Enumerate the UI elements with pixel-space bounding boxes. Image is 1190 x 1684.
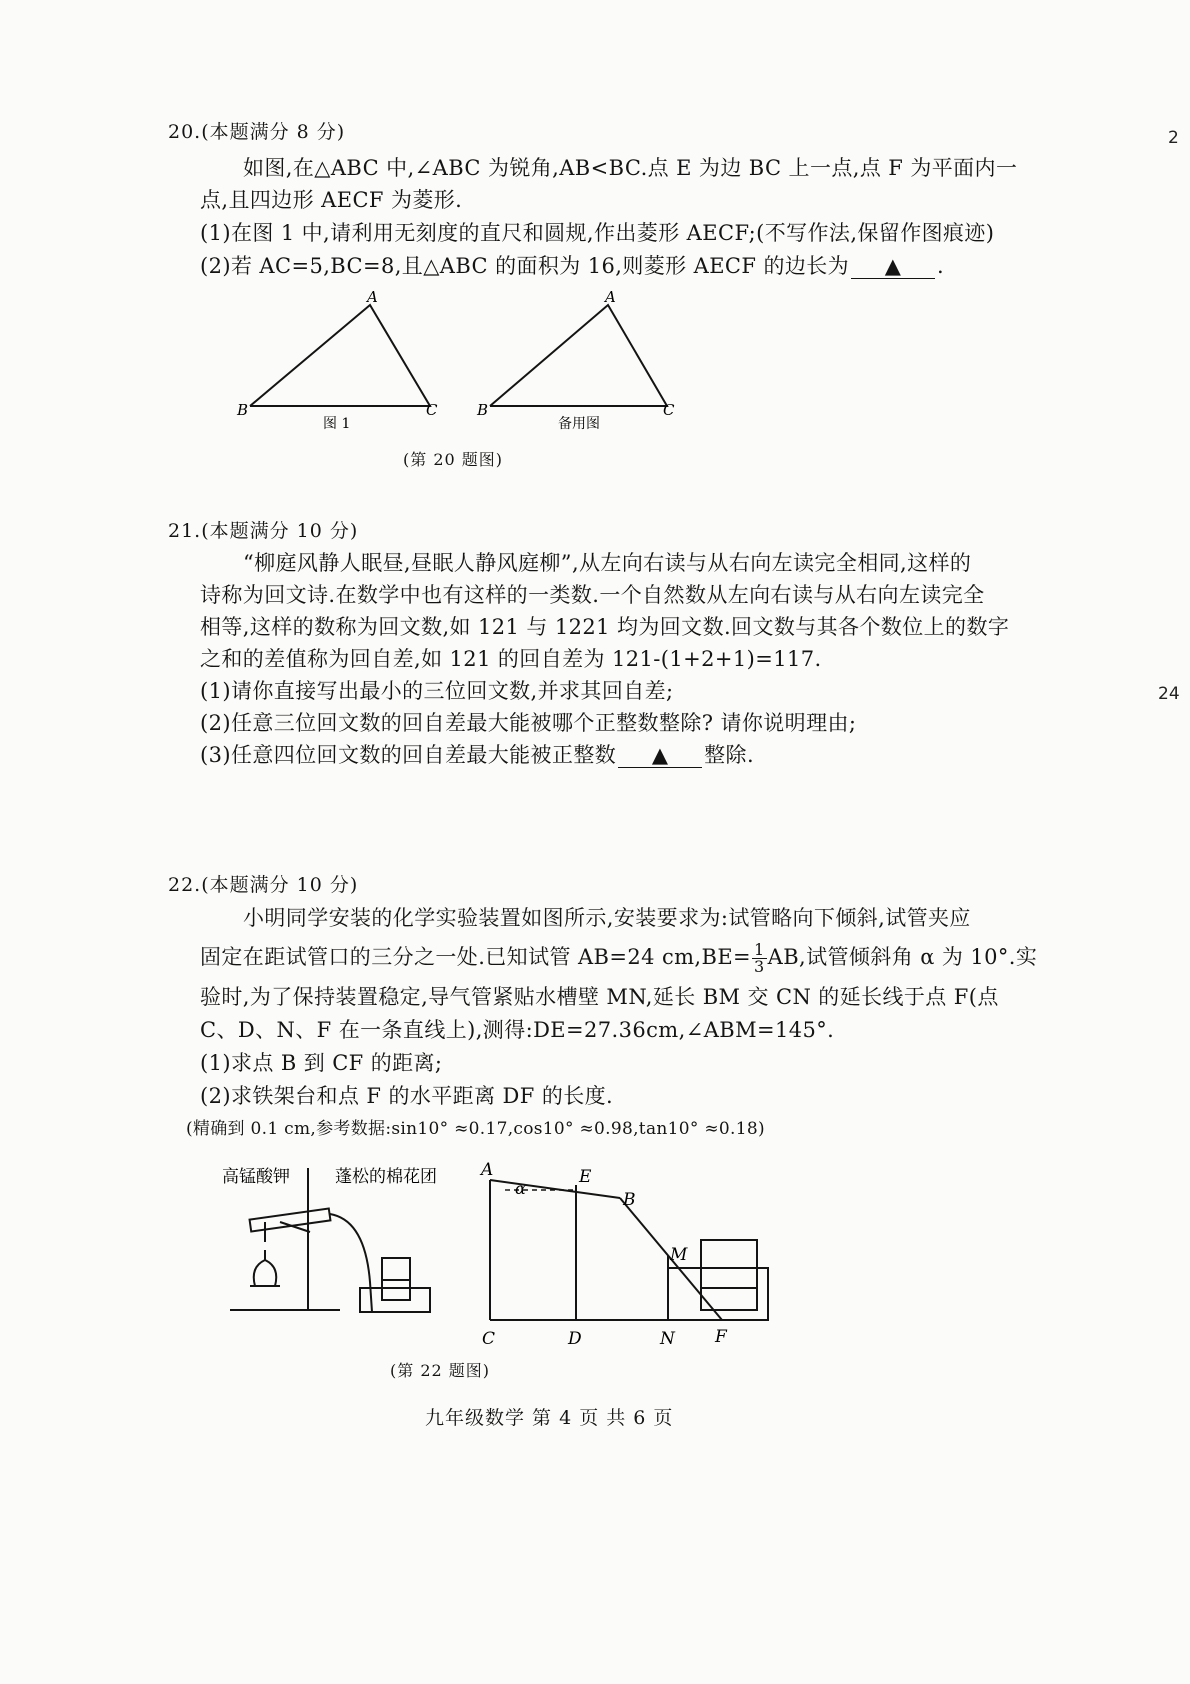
- segment-ab: [490, 1180, 620, 1198]
- q20-figure-caption: (第 20 题图): [403, 450, 504, 469]
- q21-part3: [200, 740, 754, 770]
- point-a-label: A: [481, 1160, 494, 1180]
- q22-line3: 验时,为了保持装置稳定,导气管紧贴水槽壁 MN,延长 BM 交 CN 的延长线于点 F(点: [200, 985, 999, 1009]
- point-f-label: F: [715, 1327, 727, 1347]
- q21-line4: 之和的差值称为回自差,如 121 的回自差为 121-(1+2+1)=117.: [200, 647, 822, 671]
- q21-line2: 诗称为回文诗.在数学中也有这样的一类数.一个自然数从左向右读与从右向左读完全: [200, 583, 985, 607]
- apparatus-label-left: 高锰酸钾: [222, 1167, 290, 1187]
- answer-triangle-icon: ▲: [884, 254, 902, 278]
- angle-alpha-label: α: [515, 1179, 526, 1198]
- point-b-label: B: [623, 1190, 636, 1210]
- q22-reference-note: (精确到 0.1 cm,参考数据:sin10° ≈0.17,cos10° ≈0.98,tan10° ≈0.18): [186, 1119, 765, 1139]
- figure-1-triangle: [250, 305, 430, 406]
- point-m-label: M: [670, 1245, 688, 1265]
- edge-mark-top: 2: [1168, 128, 1179, 148]
- q20-answer-blank: [851, 254, 935, 279]
- burner-flame: [254, 1260, 277, 1286]
- figure-1-label-a: A: [367, 288, 378, 306]
- q22-line2: [200, 942, 1037, 975]
- q21-part1: (1)请你直接写出最小的三位回文数,并求其回自差;: [200, 679, 674, 703]
- q21-part3-text: (3)任意四位回文数的回自差最大能被正整数: [200, 743, 617, 767]
- q22-line2-text: 固定在距试管口的三分之一处.已知试管 AB=24 cm,BE=: [200, 945, 752, 969]
- page-footer: 九年级数学 第 4 页 共 6 页: [425, 1407, 674, 1429]
- q20-part2-end: .: [937, 254, 945, 278]
- q22-part2: (2)求铁架台和点 F 的水平距离 DF 的长度.: [200, 1084, 614, 1108]
- figure-1-label-b: B: [237, 401, 249, 419]
- q21-line3: 相等,这样的数称为回文数,如 121 与 1221 均为回文数.回文数与其各个数位上的数字: [200, 615, 1010, 639]
- figure-1-label-c: C: [426, 401, 438, 419]
- one-third-fraction: [752, 942, 767, 975]
- apparatus-label-right: 蓬松的棉花团: [335, 1167, 437, 1187]
- q20-part1: (1)在图 1 中,请利用无刻度的直尺和圆规,作出菱形 AECF;(不写作法,保留作图痕迹): [200, 221, 995, 245]
- point-c-label: C: [482, 1329, 496, 1349]
- point-n-label: N: [660, 1329, 675, 1349]
- q21-line1: “柳庭风静人眠昼,昼眠人静风庭柳”,从左向右读与从右向左读完全相同,这样的: [243, 551, 972, 575]
- q21-part3-end: 整除.: [704, 743, 755, 767]
- q22-geometry-diagram: [475, 1160, 820, 1350]
- q22-figure-caption: (第 22 题图): [390, 1361, 491, 1380]
- q22-line1: 小明同学安装的化学实验装置如图所示,安装要求为:试管略向下倾斜,试管夹应: [243, 906, 971, 930]
- answer-triangle-icon: ▲: [651, 743, 669, 767]
- fraction-denominator: 3: [754, 957, 765, 976]
- apparatus-drawing: [230, 1168, 430, 1312]
- point-e-label: E: [579, 1167, 592, 1187]
- q20-stem-line2: 点,且四边形 AECF 为菱形.: [200, 188, 463, 212]
- q22-heading: 22.(本题满分 10 分): [168, 874, 359, 896]
- jar-box: [701, 1240, 757, 1310]
- figure-2-caption: 备用图: [558, 416, 600, 432]
- figure-1-caption: 图 1: [323, 416, 351, 432]
- edge-mark-middle: 24: [1158, 684, 1180, 704]
- fraction-numerator: 1: [754, 940, 765, 959]
- figure-2-label-c: C: [663, 401, 675, 419]
- delivery-tube: [330, 1214, 372, 1312]
- q21-heading: 21.(本题满分 10 分): [168, 520, 359, 542]
- point-d-label: D: [568, 1329, 582, 1349]
- figure-2: [490, 305, 667, 406]
- q20-part2: [200, 251, 944, 281]
- q22-apparatus-figure: [220, 1162, 465, 1322]
- q20-stem-line1: 如图,在△ABC 中,∠ABC 为锐角,AB<BC.点 E 为边 BC 上一点,点 F 为平面内一: [243, 156, 1018, 180]
- q21-part2: (2)任意三位回文数的回自差最大能被哪个正整数整除? 请你说明理由;: [200, 711, 857, 735]
- q21-answer-blank: [618, 743, 702, 768]
- figure-2-triangle: [490, 305, 667, 406]
- figure-1: [250, 305, 430, 406]
- q22-line4: C、D、N、F 在一条直线上),测得:DE=27.36cm,∠ABM=145°.: [200, 1018, 835, 1042]
- q20-part2-text: (2)若 AC=5,BC=8,且△ABC 的面积为 16,则菱形 AECF 的边长为: [200, 254, 850, 278]
- q20-heading: 20.(本题满分 8 分): [168, 121, 346, 143]
- figure-2-label-b: B: [477, 401, 489, 419]
- figure-2-label-a: A: [605, 288, 616, 306]
- test-tube: [250, 1208, 331, 1231]
- q22-line2-end: AB,试管倾斜角 α 为 10°.实: [767, 945, 1038, 969]
- q20-figures: [230, 288, 700, 433]
- water-trough-box: [668, 1268, 768, 1320]
- q22-part1: (1)求点 B 到 CF 的距离;: [200, 1051, 443, 1075]
